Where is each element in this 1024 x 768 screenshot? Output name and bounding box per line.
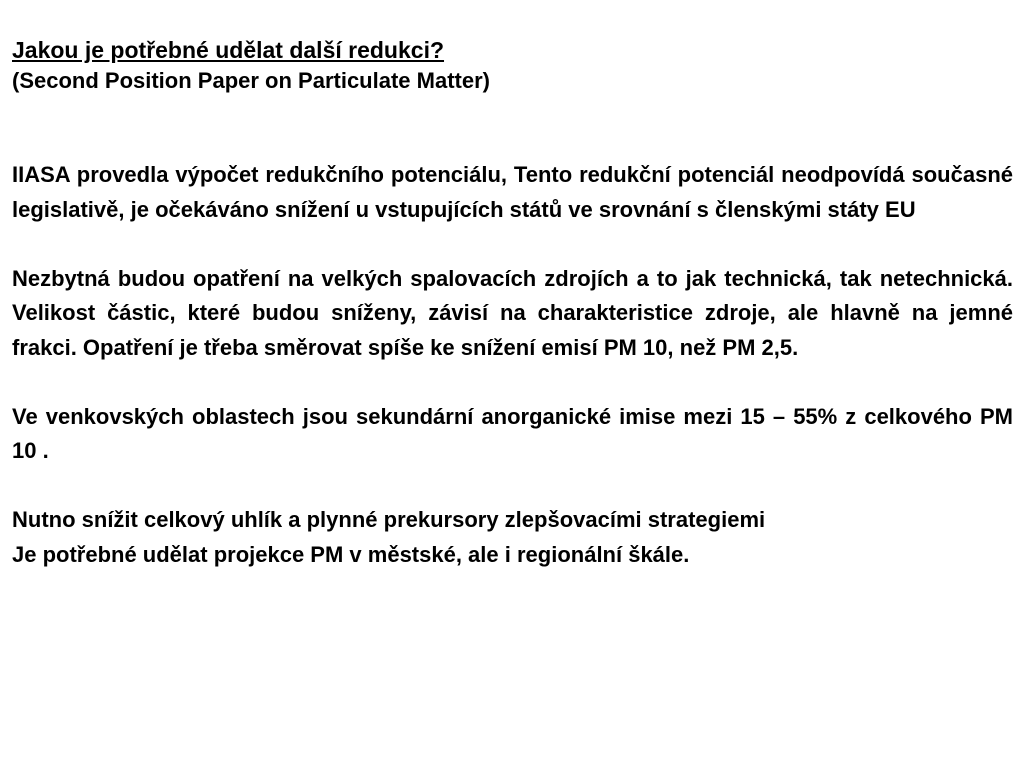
- slide-body: [12, 158, 1013, 572]
- paragraph-iiasa: IIASA provedla výpočet redukčního potenciálu, Tento redukční potenciál neodpovídá současné legislativě, je očekáváno snížení u vstupujících států ve srovnání s členskými státy EU: [12, 162, 1013, 222]
- paragraph-measures: Nezbytná budou opatření na velkých spalovacích zdrojích a to jak technická, tak netechnická. Velikost částic, které budou sníženy, závisí na charakteristice zdroje, ale hlavně na jemné frakci. Opatření je třeba směrovat spíše ke snížení emisí PM 10, než PM 2,5.: [12, 265, 1013, 360]
- slide-subtitle: (Second Position Paper on Particulate Matter): [12, 68, 490, 93]
- line-carbon-reduction: Nutno snížit celkový uhlík a plynné prekursory zlepšovacími strategiemi: [12, 507, 766, 532]
- slide-content: [12, 34, 1013, 572]
- line-pm-projection: Je potřebné udělat projekce PM v městské, ale i regionální škále.: [12, 541, 690, 567]
- paragraph-rural: Ve venkovských oblastech jsou sekundární anorganické imise mezi 15 – 55% z celkového PM 10 .: [12, 403, 1013, 463]
- slide-title: Jakou je potřebné udělat další redukci?: [12, 37, 445, 63]
